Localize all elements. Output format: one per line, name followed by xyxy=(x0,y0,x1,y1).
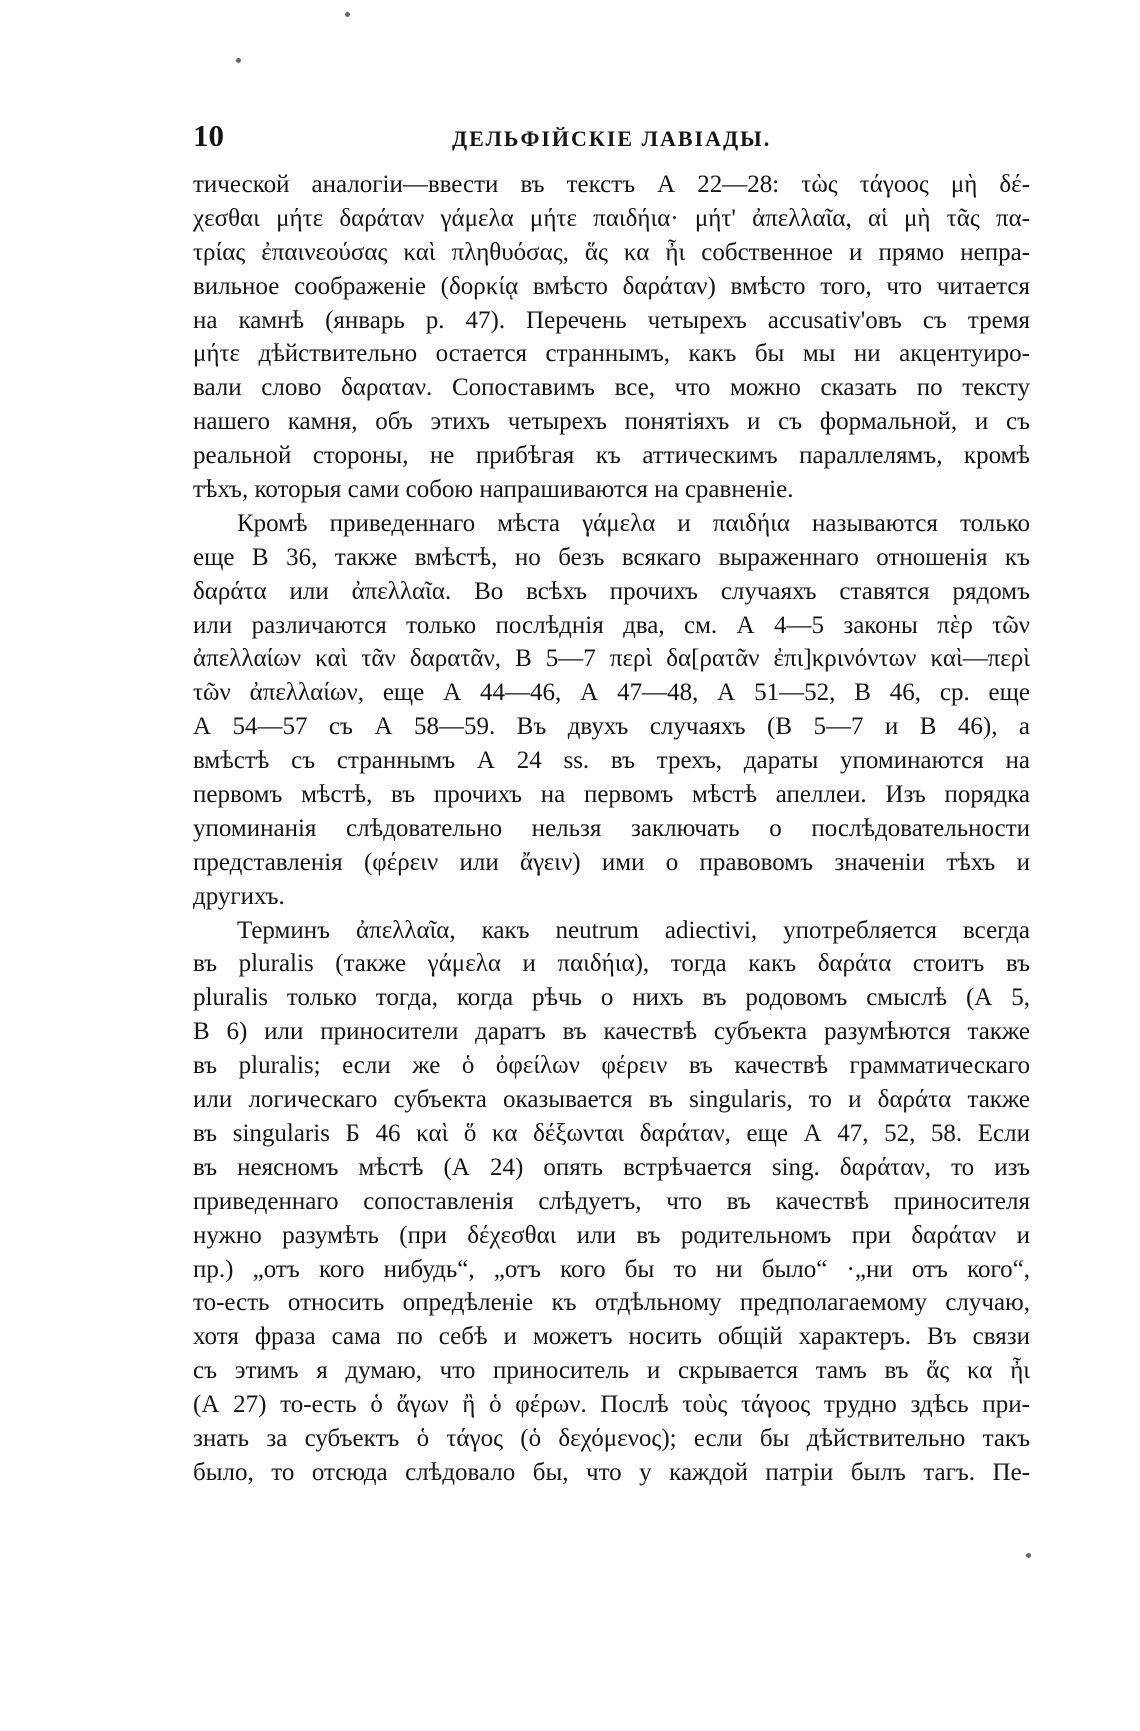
text-line: Кромѣ приведеннаго мѣста γάμελα и παιδήια называются только xyxy=(237,509,1030,537)
page-number: 10 xyxy=(193,118,224,153)
text-line: реальной стороны, не прибѣгая къ аттическимъ параллелямъ, кромѣ xyxy=(193,442,1030,470)
text-line: знать за субъектъ ὁ τάγος (ὁ δεχόμενος); если бы дѣйствительно такъ xyxy=(193,1424,1030,1452)
ink-speck xyxy=(236,58,241,63)
text-line: вали слово δαραταν. Сопоставимъ все, что можно сказать по тексту xyxy=(193,374,1030,402)
running-title: ДЕЛЬФІЙСКІЕ ЛАВІАДЫ. xyxy=(452,126,772,151)
text-line: на камнѣ (январь р. 47). Перечень четырехъ accusativ'овъ съ тремя xyxy=(193,306,1030,334)
text-line: тѣхъ, которыя сами собою напрашиваются на сравненіе. xyxy=(193,476,794,504)
page-body xyxy=(193,168,1030,1490)
text-line: хотя фраза сама по себѣ и можетъ носить общій характеръ. Въ связи xyxy=(193,1323,1030,1351)
ink-speck xyxy=(1026,1553,1031,1558)
text-line: Терминъ ἀπελλαῖα, какъ neutrum adiectivi, употребляется всегда xyxy=(237,916,1030,944)
text-line: другихъ. xyxy=(193,882,285,910)
text-line: А 54—57 съ А 58—59. Въ двухъ случаяхъ (В 5—7 и В 46), а xyxy=(193,713,1030,741)
text-line: первомъ мѣстѣ, въ прочихъ на первомъ мѣстѣ апеллеи. Изъ порядка xyxy=(193,781,1030,809)
text-line: χεσθαι μήτε δαράταν γάμελα μήτε παιδήια· μήτ' ἀπελλαῖα, αἱ μὴ τᾶς πα- xyxy=(193,204,1030,232)
text-line: нужно разумѣть (при δέχεσθαι или въ родительномъ при δαράταν и xyxy=(193,1221,1030,1249)
text-line: было, то отсюда слѣдовало бы, что у каждой патріи былъ тагъ. Пе- xyxy=(193,1458,1030,1486)
text-line: (А 27) то-есть ὁ ἄγων ἢ ὁ φέρων. Послѣ τοὺς τάγοος трудно здѣсь при- xyxy=(193,1391,1030,1419)
text-line: еще В 36, также вмѣстѣ, но безъ всякаго выраженнаго отношенія къ xyxy=(193,543,1030,571)
text-line: въ pluralis; если же ὁ ὀφείλων φέρειν въ качествѣ грамматическаго xyxy=(193,1052,1030,1080)
text-line: В 6) или приносители даратъ въ качествѣ субъекта разумѣются также xyxy=(193,1018,1030,1046)
text-line: вильное соображеніе (δορκίᾳ вмѣсто δαράταν) вмѣсто того, что читается xyxy=(193,272,1030,300)
text-line: съ этимъ я думаю, что приноситель и скрывается тамъ въ ἅς κα ἦι xyxy=(193,1357,1030,1385)
text-line: пр.) „отъ кого нибудь“, „отъ кого бы то ни было“ ·„ни отъ кого“, xyxy=(193,1255,1030,1283)
text-line: упоминанія слѣдовательно нельзя заключать о послѣдовательности xyxy=(193,814,1030,842)
text-line: μήτε дѣйствительно остается страннымъ, какъ бы мы ни акцентуиро- xyxy=(193,340,1030,368)
text-line: то-есть относить опредѣленіе къ отдѣльному предполагаемому случаю, xyxy=(193,1289,1030,1317)
text-line: въ singularis Б 46 καὶ ὅ κα δέξωνται δαράταν, еще А 47, 52, 58. Если xyxy=(193,1119,1030,1147)
text-line: представленія (φέρειν или ἄγειν) ими о правовомъ значеніи тѣхъ и xyxy=(193,848,1030,876)
text-line: или логическаго субъекта оказывается въ singularis, то и δαράτα также xyxy=(193,1086,1030,1114)
text-line: въ pluralis (также γάμελα и παιδήια), тогда какъ δαράτα стоитъ въ xyxy=(193,950,1030,978)
text-line: въ неясномъ мѣстѣ (А 24) опять встрѣчается sing. δαράταν, то изъ xyxy=(193,1153,1030,1181)
text-line: нашего камня, объ этихъ четырехъ понятіяхъ и съ формальной, и съ xyxy=(193,408,1030,436)
ink-speck xyxy=(345,12,350,17)
text-line: вмѣстѣ съ страннымъ А 24 ss. въ трехъ, дараты упоминаются на xyxy=(193,747,1030,775)
text-line: или различаются только послѣднія два, см. А 4—5 законы πὲρ τῶν xyxy=(193,611,1030,639)
text-line: ἀπελλαίων καὶ τᾶν δαρατᾶν, В 5—7 περὶ δα[ρατᾶν ἐπι]κρινόντων καὶ—περὶ xyxy=(193,645,1030,673)
text-line: δαράτα или ἀπελλαῖα. Во всѣхъ прочихъ случаяхъ ставятся рядомъ xyxy=(193,577,1030,605)
text-line: тической аналогіи—ввести въ текстъ А 22—28: τὼς τάγοος μὴ δέ- xyxy=(193,171,1030,198)
text-line: τῶν ἀπελλαίων, еще А 44—46, А 47—48, А 51—52, В 46, ср. еще xyxy=(193,679,1030,707)
text-line: τρίας ἐπαινεούσας καὶ πληθυόσας, ἅς κα ἦι собственное и прямо непра- xyxy=(193,238,1030,266)
text-line: pluralis только тогда, когда рѣчь о нихъ въ родовомъ смыслѣ (А 5, xyxy=(193,984,1030,1012)
text-line: приведеннаго сопоставленія слѣдуетъ, что въ качествѣ приносителя xyxy=(193,1187,1030,1215)
